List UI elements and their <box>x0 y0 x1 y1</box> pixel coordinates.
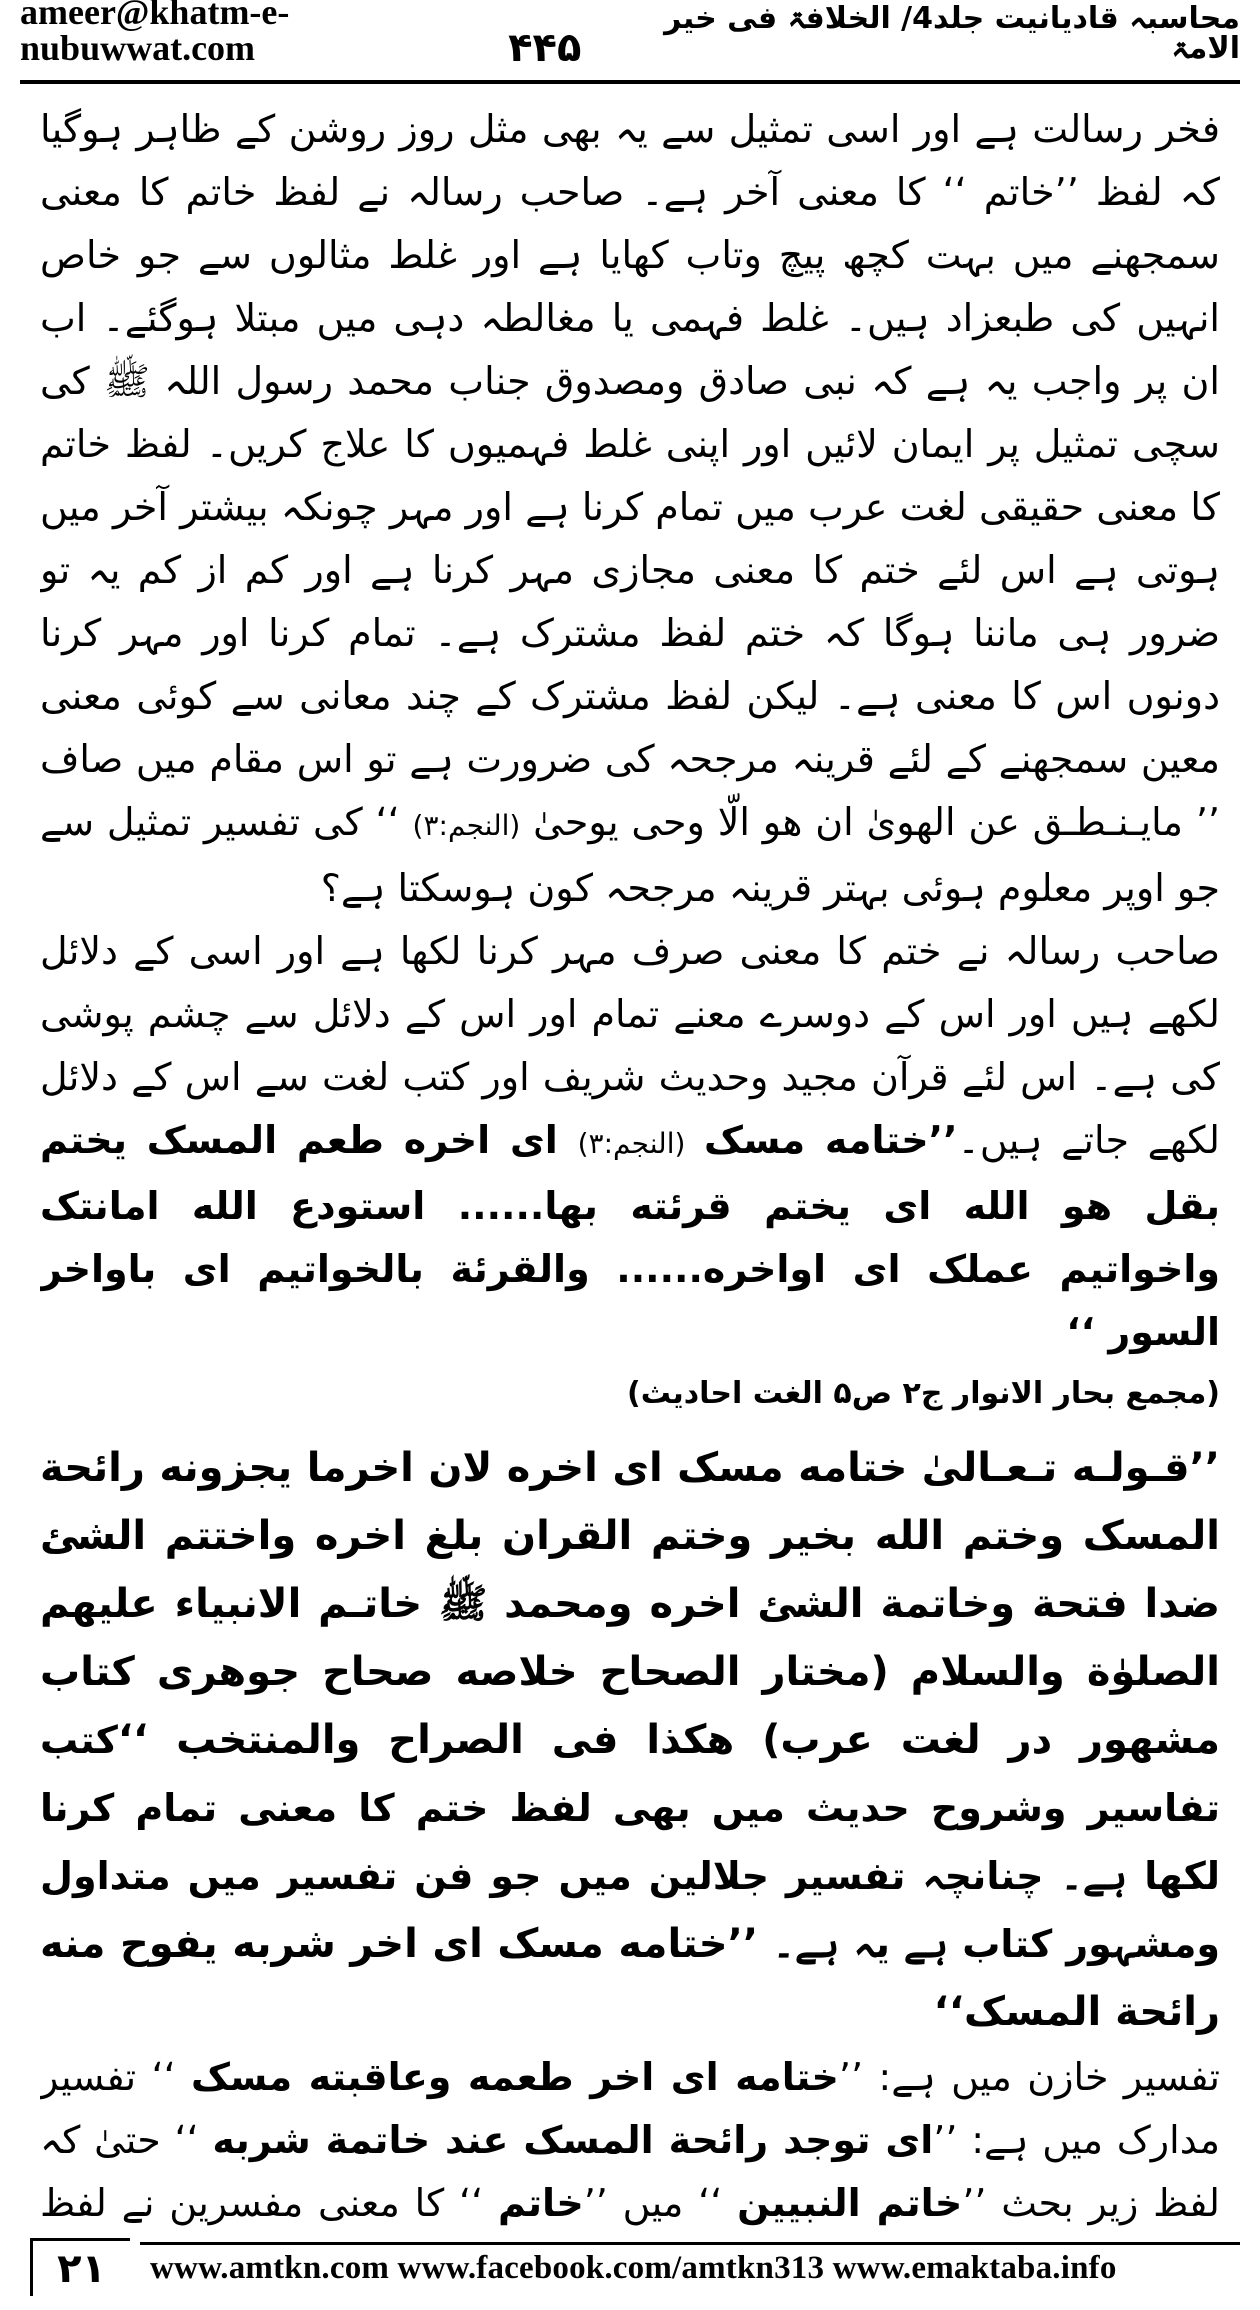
header-right <box>508 1 1240 76</box>
header-page-number: ۴۴۵ <box>508 25 582 71</box>
last-p5: ‘‘ کا معنی مفسرین نے لفظ <box>40 2181 484 2225</box>
paragraph-last <box>40 2046 1220 2238</box>
najm-reference: (النجم:۳) <box>412 809 521 842</box>
paragraph-2-text: صاحب رسالہ نے ختم کا معنی صرف مہر کرنا لکھا ہے اور اسی کے دلائل لکھے ہیں اور اس کے دوسرے معنے تمام اور اس کے دلائل سے چشم پوشی کی ہے۔ اس لئے قرآن مجید وحدیث شریف اور کتب لغت سے اس کے دلائل لکھے جاتے ہیں۔ <box>40 929 1220 1162</box>
arabic-quote-2 <box>40 1434 1220 2046</box>
paragraph-1-text: فخر رسالت ہے اور اسی تمثیل سے یہ بھی مثل روز روشن کے ظاہر ہوگیا کہ لفظ ’’خاتم ‘‘ کا معنی آخر ہے۔ صاحب رسالہ نے لفظ خاتم کا معنی سمجھنے میں بہت کچھ پیچ وتاب کھایا ہے اور غلط مثالوں سے جو خاص انہیں کی طبعزاد ہیں۔ غلط فہمی یا مغالطہ دہی میں مبتلا ہوگئے۔ اب ان پر واجب یہ ہے کہ نبی صادق ومصدوق جناب محمد رسول اللہ ﷺ کی سچی تمثیل پر ایمان لائیں اور اپنی غلط فہمیوں کا علاج کریں۔ لفظ خاتم کا معنی حقیقی لغت عرب میں تمام کرنا ہے اور مہر چونکہ بیشتر آخر میں ہوتی ہے اس لئے ختم کا معنی مجازی مہر کرنا ہے اور کم از کم یہ تو ضرور ہی ماننا ہوگا کہ ختم لفظ مشترک ہے۔ تمام کرنا اور مہر کرنا دونوں اس کا معنی ہے۔ لیکن لفظ مشترک کے چند معانی سے کوئی معنی معین سمجھنے کے لئے قرینہ مرجحہ کی ضرورت ہے تو اس مقام میں صاف ’’ مایـنـطـق عن الهوىٰ ان هو الّا وحی یوحیٰ <box>40 107 1220 844</box>
footer-page-number: ۲۱ <box>30 2238 130 2296</box>
header-book-title: محاسبہ قادیانیت جلد4/ الخلافۃ فی خیر الامۃ <box>664 1 1240 66</box>
paragraph-1 <box>40 98 1220 920</box>
last-q3: خاتم النبیین <box>737 2181 963 2225</box>
footer-rule <box>140 2242 1240 2245</box>
last-q1: ختامه ای اخر طعمه وعاقبته مسک <box>191 2055 839 2099</box>
arabic-quote-1-text: ای اخره طعم المسک یختم بقل هو الله ای یختم قرئته بها...... استودع الله امانتک واخواتیم عملک ای اواخره...... والقرئة بالخواتیم ای باواخر السور ‘‘ <box>40 1118 1220 1354</box>
header-rule <box>20 80 1240 84</box>
last-p1: تفسیر خازن میں ہے: ’’ <box>838 2055 1220 2099</box>
last-p2: ‘‘ تفسیر مدارک میں ہے: ’’ <box>40 2055 1220 2162</box>
last-q4: خاتم <box>497 2181 584 2225</box>
header-email: ameer@khatm-e-nubuwwat.com <box>20 0 290 68</box>
last-q2: ای توجد رائحة المسک عند خاتمة شربه <box>212 2118 934 2162</box>
page-content <box>40 98 1220 2238</box>
arabic-quote-1-opening: ’’ختامه مسک <box>704 1118 958 1162</box>
najm-after-ref: ‘‘ کی تفسیر تمثیل سے جو اوپر معلوم ہوئی بہتر قرینہ مرجحہ کون ہوسکتا ہے؟ <box>40 800 1220 910</box>
arabic-quote-2-text: ’’قـولـه تـعـالىٰ ختامه مسک ای اخره لان اخرما یجزونه رائحة المسک وختم الله بخیر وختم القران بلغ اخره واختتم الشئ ضدا فتحة وخاتمة الشئ اخره ومحمد ﷺ خاتـم الانبیاء علیهم الصلوٰة والسلام (مختار الصحاح خلاصه صحاح جوهری کتاب مشهور در لغت عرب) هکذا فی الصراح والمنتخب ‘‘ <box>40 1445 1220 1763</box>
arabic-quote-3: ’’ختامه مسک ای اخر شربه یفوح منه رائحة المسک‘‘ <box>40 1921 1220 2035</box>
source-citation-1: (مجمع بحار الانوار ج۲ ص۵ الغت احادیث) <box>626 1376 1220 1411</box>
urdu-after-quote-2: کتب تفاسیر وشروح حدیث میں بھی لفظ ختم کا معنی تمام کرنا لکھا ہے۔ چنانچہ تفسیر جلالین میں جو فن تفسیر میں متداول ومشہور کتاب ہے یہ ہے۔ <box>40 1718 1220 1966</box>
page-footer <box>20 2238 1240 2300</box>
last-p4: ‘‘ میں ’’ <box>583 2181 738 2225</box>
paragraph-2 <box>40 920 1220 1364</box>
last-p3: ‘‘ حتیٰ کہ لفظ زیر بحث ’’ <box>40 2118 1220 2225</box>
page-header <box>20 0 1240 76</box>
arabic-quote-1-ref: (النجم:۳) <box>577 1127 686 1160</box>
footer-urls[interactable]: www.amtkn.com www.facebook.com/amtkn313 www.emaktaba.info <box>150 2250 1117 2286</box>
